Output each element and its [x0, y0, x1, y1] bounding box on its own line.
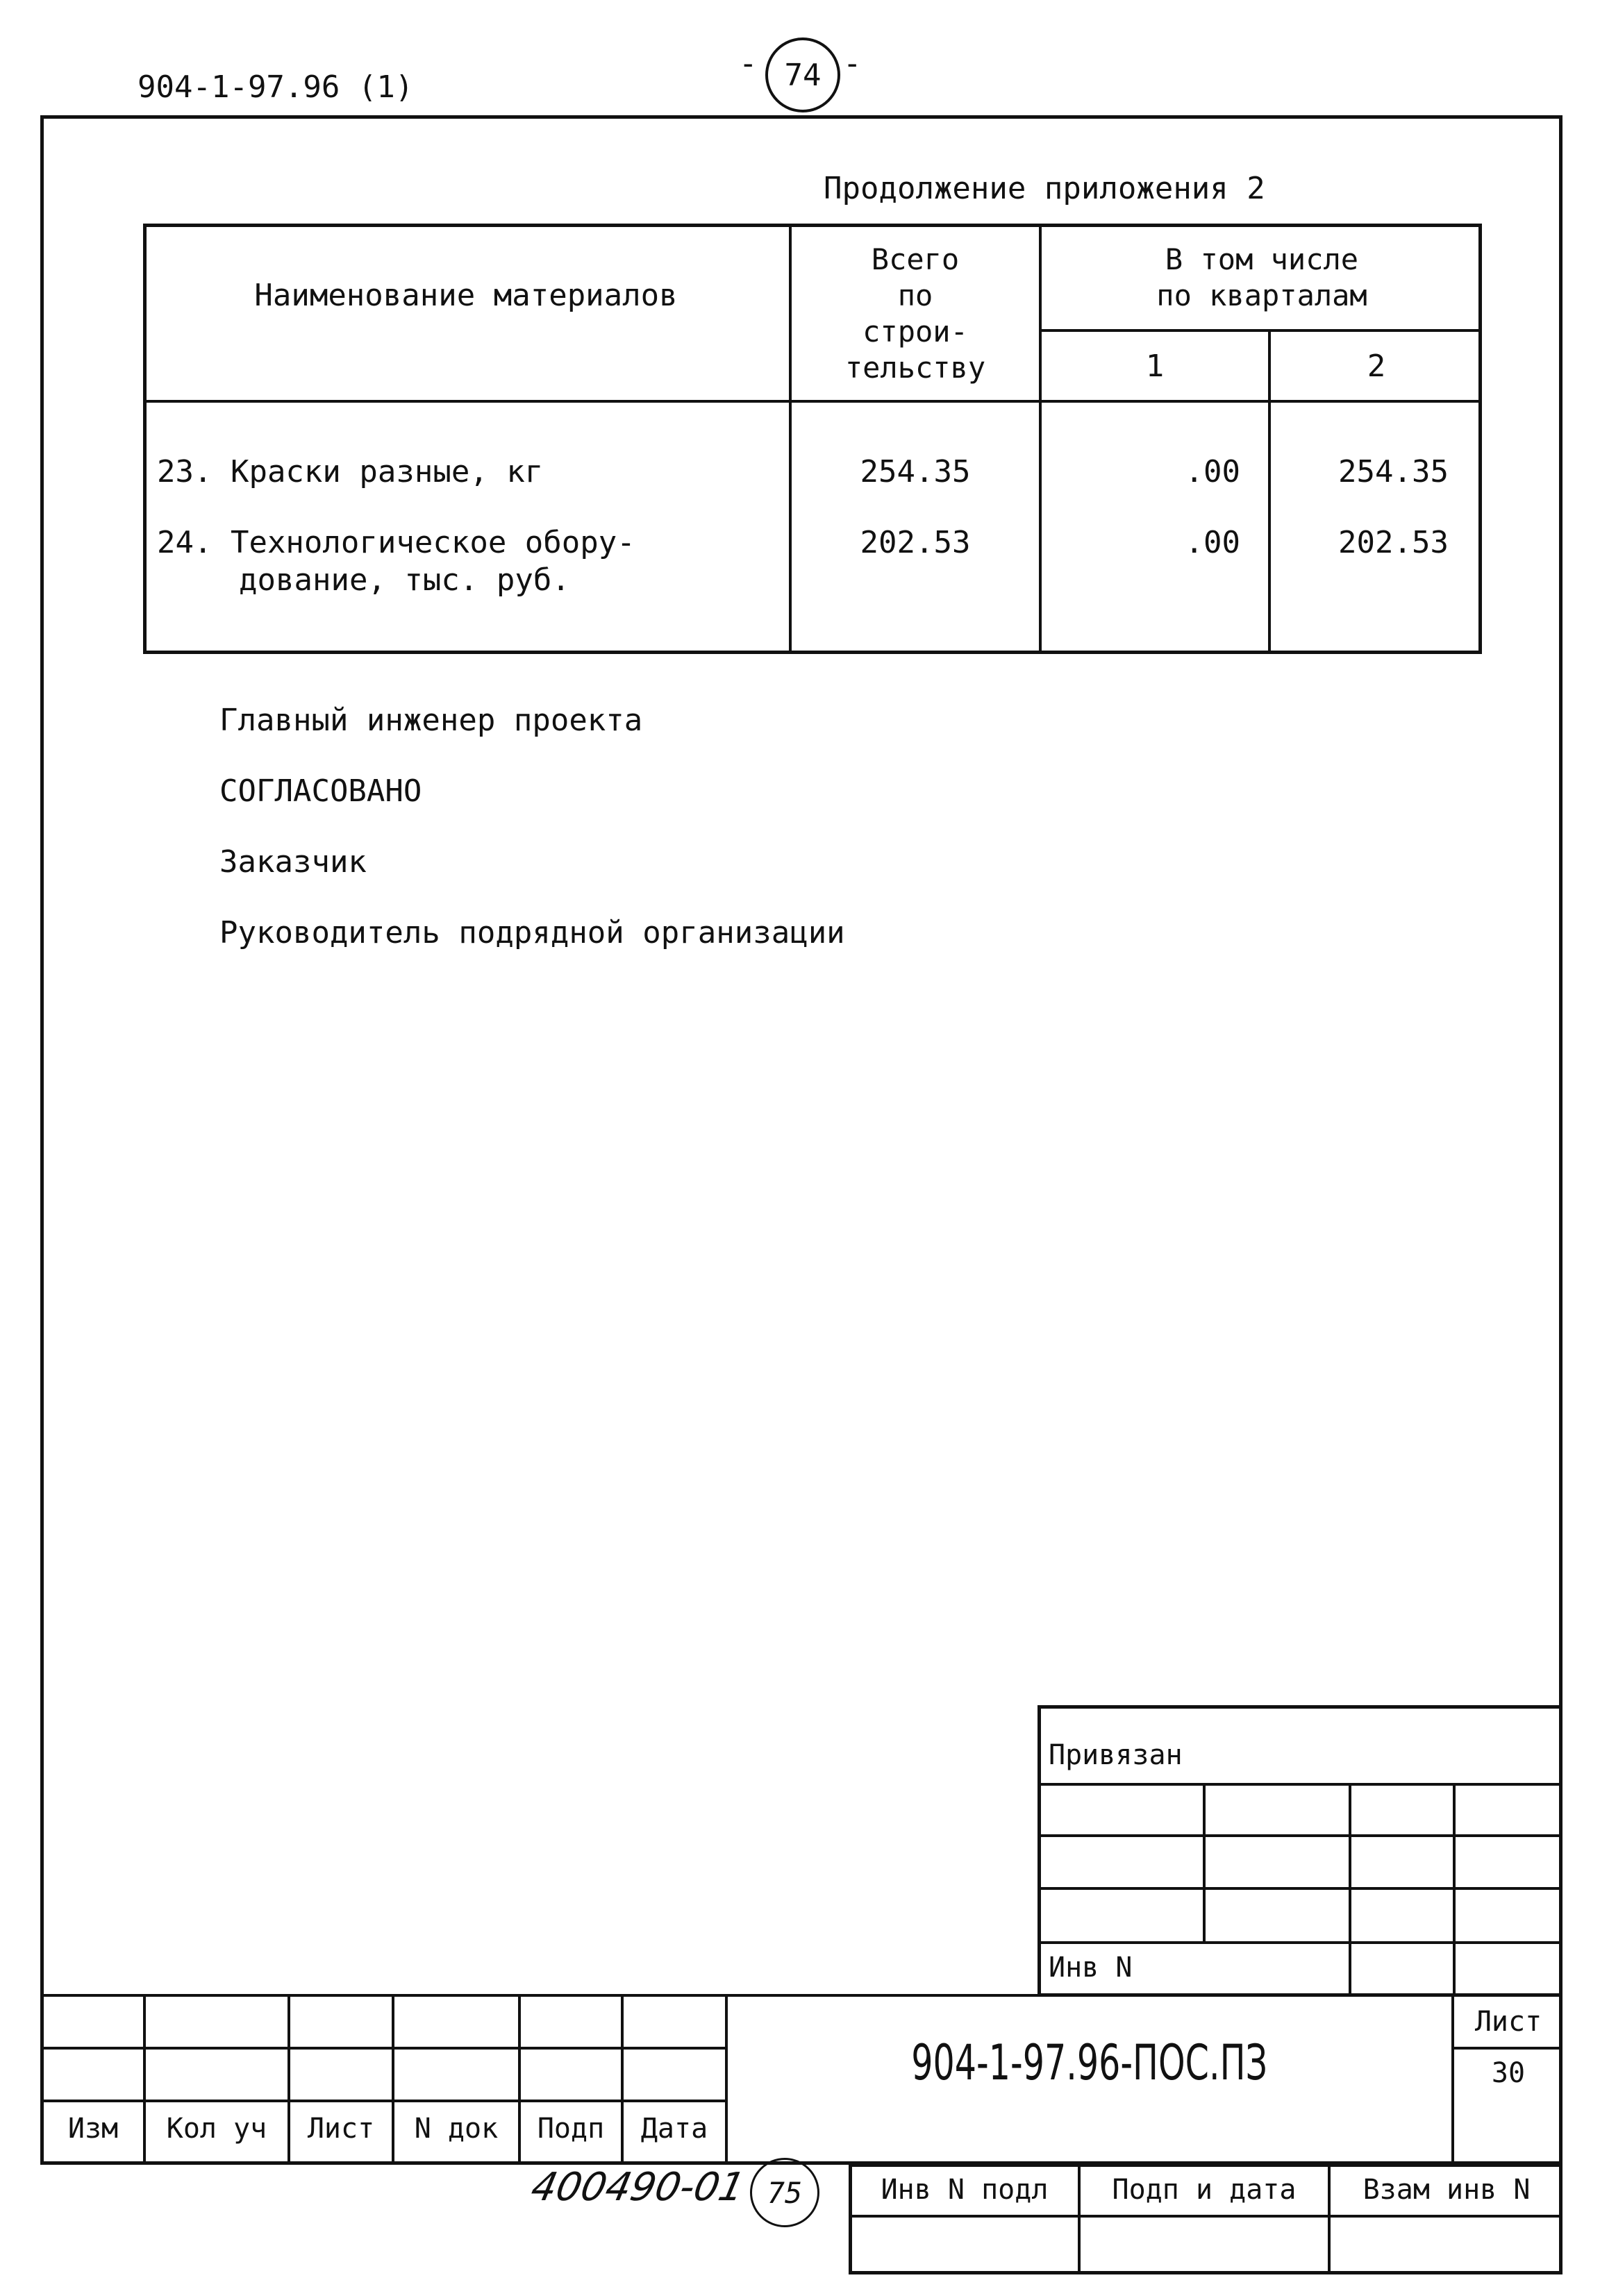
- circled-page-number: 75: [767, 2175, 803, 2210]
- appendix-note: Продолжение приложения 2: [824, 171, 1265, 206]
- archive-label: Инв N подл: [881, 2174, 1049, 2206]
- page-dash-left: -: [739, 46, 758, 81]
- circled-page-mark: [750, 2158, 819, 2227]
- binding-hline-1: [1038, 1783, 1562, 1786]
- binding-vline-3: [1453, 1783, 1456, 1997]
- header-total-line: строи-: [862, 315, 968, 349]
- header-quarters: [1042, 242, 1482, 314]
- revision-col-label: N док: [414, 2113, 499, 2145]
- document-code-top: 904-1-97.96 (1): [138, 69, 414, 105]
- inventory-label: Инв N: [1049, 1952, 1133, 1984]
- header-quarters-line: по кварталам: [1156, 278, 1367, 312]
- revision-col-label: Кол уч: [166, 2113, 267, 2145]
- table-row-q2: 254.35: [1338, 454, 1449, 489]
- contractor-head-label: Руководитель подрядной организации: [219, 915, 845, 950]
- revision-col-label: Изм: [67, 2113, 119, 2145]
- header-name: Наименование материалов: [254, 278, 678, 313]
- archive-label: Взам инв N: [1362, 2174, 1531, 2206]
- handwritten-inventory-number: 400490-01: [527, 2165, 749, 2210]
- header-q1: 1: [1145, 349, 1165, 384]
- header-quarters-line: В том числе: [1165, 242, 1359, 276]
- binding-hline-2: [1038, 1834, 1562, 1837]
- table-row-name: 23. Краски разные, кг: [157, 454, 544, 489]
- sheet-number: 30: [1491, 2057, 1526, 2089]
- customer-label: Заказчик: [219, 844, 367, 880]
- page-number: 74: [784, 57, 822, 93]
- revision-col-label: Подп: [537, 2113, 605, 2145]
- page-number-badge: [765, 37, 840, 112]
- header-total: [792, 242, 1039, 386]
- table-row-q1: .00: [1185, 525, 1240, 560]
- document-code: [728, 2034, 1451, 2091]
- binding-label: Привязан: [1049, 1739, 1183, 1771]
- agreed-label: СОГЛАСОВАНО: [219, 773, 422, 809]
- table-row-q1: .00: [1185, 454, 1240, 489]
- header-total-line: Всего: [871, 242, 960, 276]
- table-row-q2: 202.53: [1338, 525, 1449, 560]
- header-total-line: тельству: [844, 351, 986, 385]
- table-row-total: 254.35: [860, 454, 971, 489]
- table-row-name: 24. Технологическое обору-: [157, 525, 635, 560]
- archive-label: Подп и дата: [1112, 2174, 1297, 2206]
- table-hline-header: [143, 400, 1482, 403]
- revision-col-label: Дата: [640, 2113, 708, 2145]
- chief-engineer-label: Главный инженер проекта: [219, 703, 643, 738]
- binding-hline-3: [1038, 1887, 1562, 1890]
- sheet-col-hline: [1451, 2047, 1562, 2050]
- archive-hline: [849, 2215, 1562, 2218]
- binding-vline-2: [1349, 1783, 1351, 1997]
- document-code-text: 904-1-97.96-ПОС.ПЗ: [911, 2034, 1268, 2091]
- header-q2: 2: [1367, 349, 1386, 384]
- header-total-line: по: [897, 278, 933, 312]
- table-hline-quarters: [1039, 329, 1482, 332]
- binding-vline-1: [1203, 1783, 1206, 1941]
- sheet-label: Лист: [1474, 2006, 1542, 2038]
- binding-hline-4: [1038, 1941, 1562, 1944]
- table-row-name-cont: дование, тыс. руб.: [239, 562, 570, 598]
- page-dash-right: -: [843, 46, 862, 81]
- titleblock-top-line: [40, 1994, 1562, 1997]
- table-row-total: 202.53: [860, 525, 971, 560]
- revision-col-label: Лист: [307, 2113, 375, 2145]
